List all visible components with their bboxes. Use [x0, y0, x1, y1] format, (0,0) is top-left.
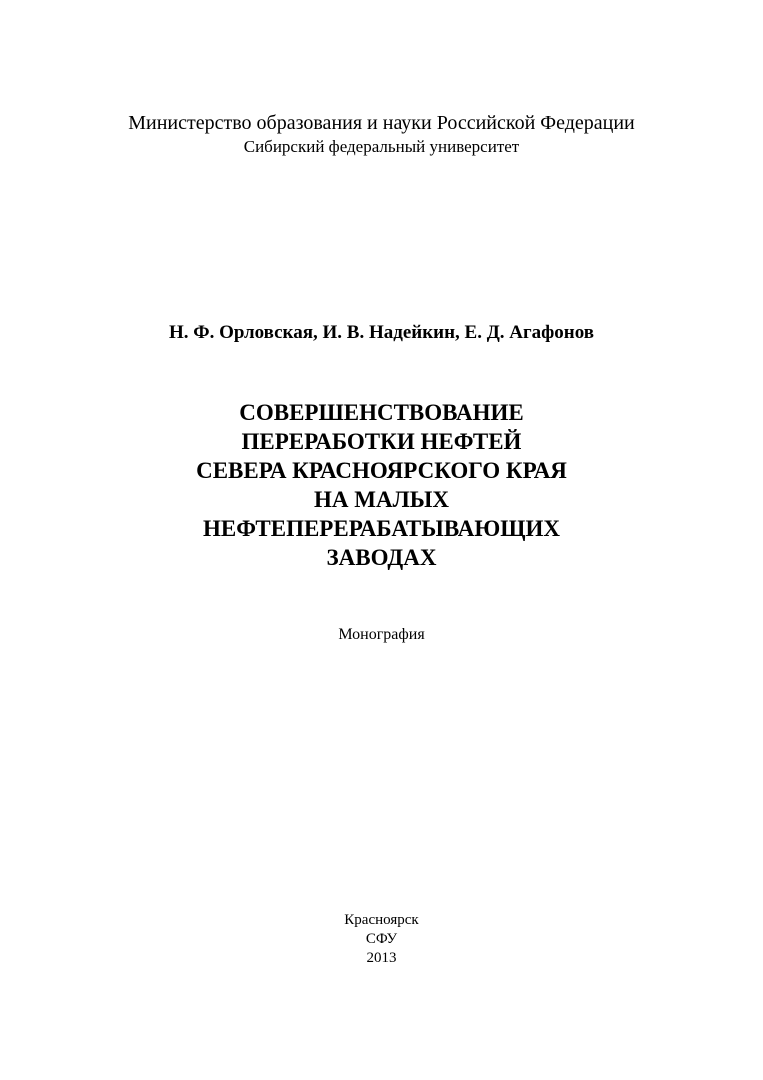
- imprint-city: Красноярск: [344, 912, 419, 928]
- ministry-name: Министерство образования и науки Российской Федерации: [128, 112, 635, 134]
- imprint: [0, 911, 763, 968]
- title-line: ЗАВОДАХ: [326, 545, 437, 570]
- book-title: [0, 398, 763, 572]
- imprint-publisher: СФУ: [365, 931, 398, 947]
- genre-label: Монография: [338, 626, 425, 643]
- title-line: СЕВЕРА КРАСНОЯРСКОГО КРАЯ: [196, 458, 567, 483]
- university-name: Сибирский федеральный университет: [243, 137, 520, 156]
- title-line: СОВЕРШЕНСТВОВАНИЕ: [239, 400, 524, 425]
- title-line: НА МАЛЫХ: [314, 487, 449, 512]
- authors-line: Н. Ф. Орловская, И. В. Надейкин, Е. Д. Агафонов: [168, 322, 595, 343]
- institution-header: [0, 110, 763, 158]
- title-line: ПЕРЕРАБОТКИ НЕФТЕЙ: [241, 429, 522, 454]
- title-line: НЕФТЕПЕРЕРАБАТЫВАЮЩИХ: [202, 516, 560, 541]
- imprint-year: 2013: [366, 950, 397, 966]
